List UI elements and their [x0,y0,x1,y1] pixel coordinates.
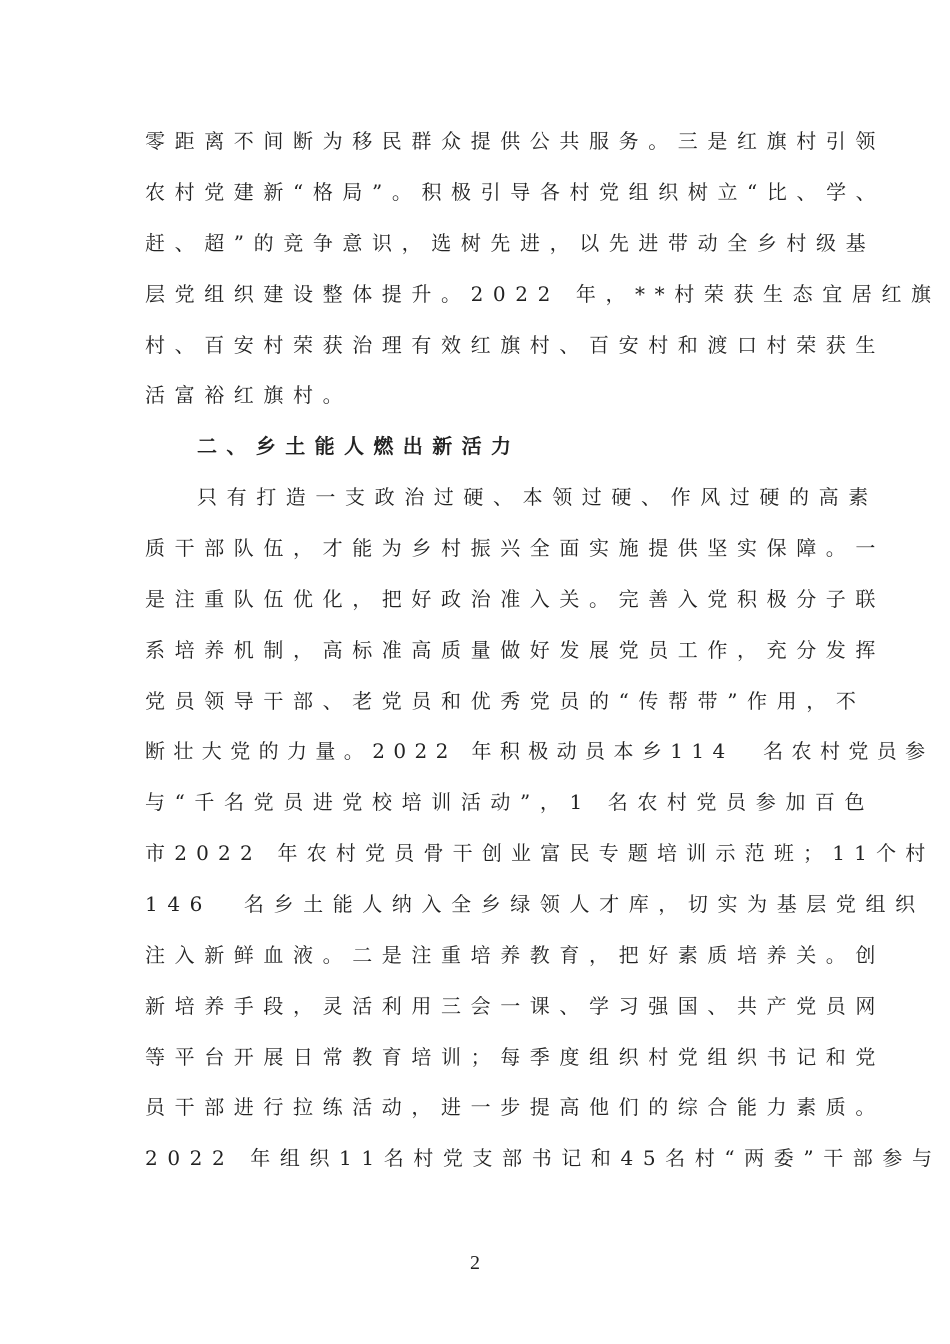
text-line: 与“千名党员进党校培训活动”，1 名农村党员参加百色 [145,790,875,814]
text-line: 注入新鲜血液。二是注重培养教育，把好素质培养关。创 [145,943,885,967]
text-line: 市2022 年农村党员骨干创业富民专题培训示范班；11个村 [145,841,935,865]
text-line: 质干部队伍，才能为乡村振兴全面实施提供坚实保障。一 [145,536,885,560]
text-line: 断壮大党的力量。2022 年积极动员本乡114 名农村党员参 [145,739,934,763]
text-line: 零距离不间断为移民群众提供公共服务。三是红旗村引领 [145,129,885,153]
text-line: 是注重队伍优化，把好政治准入关。完善入党积极分子联 [145,587,885,611]
text-line: 146 名乡土能人纳入全乡绿领人才库，切实为基层党组织 [145,892,925,916]
text-line: 层党组织建设整体提升。2022 年，**村荣获生态宜居红旗 [145,282,941,306]
text-line: 员干部进行拉练活动，进一步提高他们的综合能力素质。 [145,1095,885,1119]
text-line: 系培养机制，高标准高质量做好发展党员工作，充分发挥 [145,638,885,662]
page-number: 2 [470,1252,480,1274]
text-line: 只有打造一支政治过硬、本领过硬、作风过硬的高素 [197,485,878,509]
section-heading: 二、乡土能人燃出新活力 [197,434,521,458]
text-line: 2022 年组织11名村党支部书记和45名村“两委”干部参与 [145,1146,942,1170]
text-line: 农村党建新“格局”。积极引导各村党组织树立“比、学、 [145,180,886,204]
text-line: 活富裕红旗村。 [145,383,353,407]
text-line: 新培养手段，灵活利用三会一课、学习强国、共产党员网 [145,994,885,1018]
text-line: 赶、超”的竞争意识，选树先进，以先进带动全乡村级基 [145,231,876,255]
text-line: 党员领导干部、老党员和优秀党员的“传帮带”作用，不 [145,689,866,713]
text-line: 村、百安村荣获治理有效红旗村、百安村和渡口村荣获生 [145,333,885,357]
text-line: 等平台开展日常教育培训；每季度组织村党组织书记和党 [145,1045,885,1069]
